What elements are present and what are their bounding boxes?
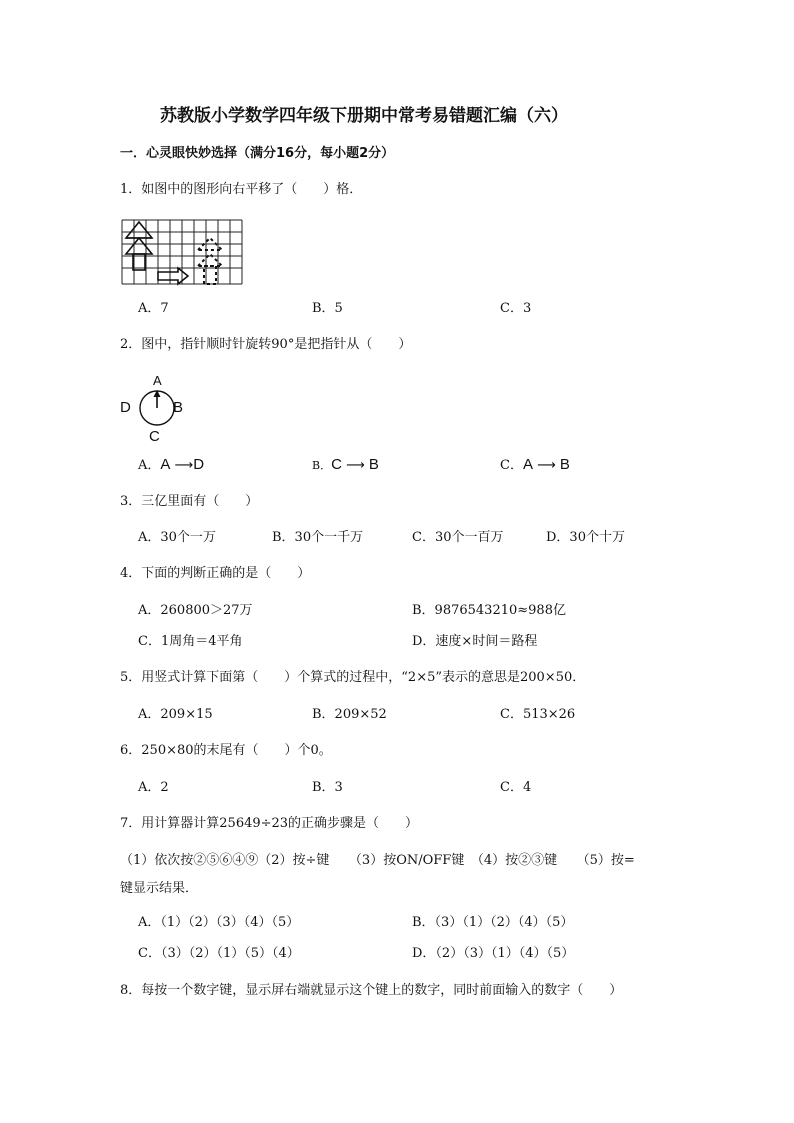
tree-shape (126, 222, 152, 270)
q1-option-c[interactable]: C．3 (500, 301, 532, 316)
question-2-stem: 2．图中，指针顺时针旋转90°是把指针从（ ） (120, 337, 412, 352)
dial-label-left: D (120, 399, 131, 416)
q3-option-a[interactable]: A．30个一万 (138, 530, 216, 545)
q4-option-b[interactable]: B．9876543210≈988亿 (412, 603, 566, 618)
q7-option-d[interactable]: D．（2）（3）（1）（4）（5） (412, 946, 575, 961)
q7-steps-line-1: （1）依次按②⑤⑥④⑨（2）按÷键 （3）按ON/OFF键 （4）按②③键 （5）按= (120, 853, 635, 868)
q6-option-b[interactable]: B．3 (312, 780, 343, 795)
q6-option-c[interactable]: C．4 (500, 780, 532, 795)
dial-figure (138, 388, 178, 428)
question-6-stem: 6．250×80的末尾有（ ）个0。 (120, 743, 332, 758)
q2-option-b-prefix: B． (312, 459, 332, 472)
q7-option-b[interactable]: B．（3）（1）（2）（4）（5） (412, 915, 574, 930)
translate-arrow (158, 268, 188, 284)
q3-option-d[interactable]: D．30个十万 (546, 530, 625, 545)
dial-label-bottom: C (149, 428, 160, 445)
arrow-right-icon: ⟶ (174, 458, 194, 473)
page-title: 苏教版小学数学四年级下册期中常考易错题汇编（六） (160, 106, 568, 126)
q4-option-a[interactable]: A．260800＞27万 (138, 603, 253, 618)
q2-option-a-from: A (160, 456, 171, 473)
question-4-stem: 4．下面的判断正确的是（ ） (120, 566, 311, 581)
question-8-stem: 8．每按一个数字键，显示屏右端就显示这个键上的数字，同时前面输入的数字（ ） (120, 983, 623, 998)
section-heading: 一．心灵眼快妙选择（满分16分，每小题2分） (120, 146, 395, 161)
question-5-stem: 5．用竖式计算下面第（ ）个算式的过程中，“2×5”表示的意思是200×50． (120, 670, 586, 685)
q7-option-c[interactable]: C．（3）（2）（1）（5）（4） (138, 946, 300, 961)
dial-label-right: B (173, 399, 184, 416)
q5-option-b[interactable]: B．209×52 (312, 707, 387, 722)
q2-option-c[interactable] (500, 457, 570, 474)
q4-option-d[interactable]: D．速度×时间＝路程 (412, 634, 538, 649)
q7-option-a[interactable]: A．（1）（2）（3）（4）（5） (138, 915, 300, 930)
q6-option-a[interactable]: A．2 (138, 780, 169, 795)
q2-option-c-to: B (559, 456, 570, 473)
arrow-right-icon: ⟶ (346, 458, 365, 473)
question-7-stem: 7．用计算器计算25649÷23的正确步骤是（ ） (120, 816, 419, 831)
question-3-stem: 3．三亿里面有（ ） (120, 494, 259, 509)
q2-option-c-from: A (522, 456, 533, 473)
q2-option-c-prefix: C． (500, 458, 523, 473)
q2-option-b-to: B (368, 456, 379, 473)
grid-figure (120, 218, 244, 288)
q3-option-b[interactable]: B．30个一千万 (272, 530, 364, 545)
q1-option-b[interactable]: B．5 (312, 301, 343, 316)
q2-option-b-from: C (331, 456, 342, 473)
q1-option-a[interactable]: A．7 (138, 301, 169, 316)
q4-option-c[interactable]: C．1周角＝4平角 (138, 634, 243, 649)
q2-option-a-prefix: A． (138, 458, 161, 473)
q2-option-a-to: D (193, 456, 205, 473)
dial-label-top: A (153, 373, 162, 388)
q5-option-a[interactable]: A．209×15 (138, 707, 213, 722)
q2-option-a[interactable] (138, 457, 204, 474)
arrow-right-icon: ⟶ (537, 458, 556, 473)
question-1-stem: 1．如图中的图形向右平移了（ ）格． (120, 182, 363, 197)
q7-steps-line-2: 键显示结果． (120, 881, 199, 896)
q3-option-c[interactable]: C．30个一百万 (412, 530, 504, 545)
q2-option-b[interactable] (312, 457, 379, 474)
q5-option-c[interactable]: C．513×26 (500, 707, 576, 722)
